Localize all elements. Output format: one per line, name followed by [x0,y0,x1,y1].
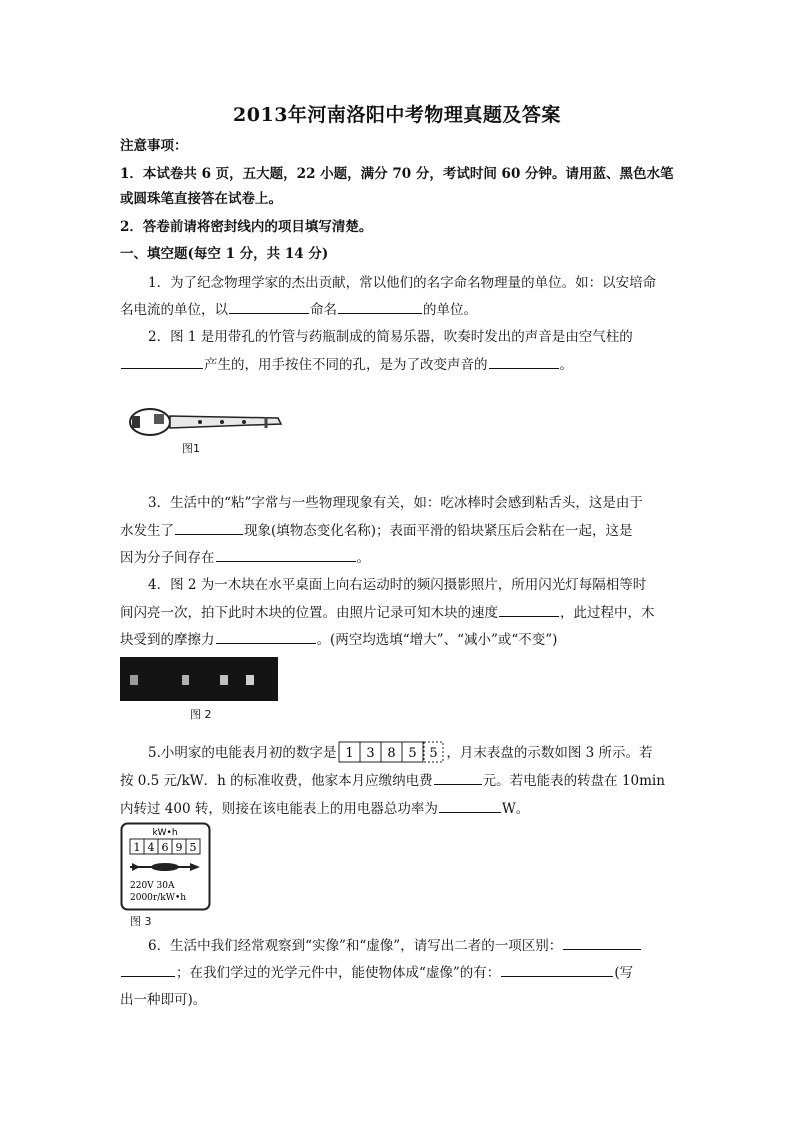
page-title: 2013年河南洛阳中考物理真题及答案 [233,104,561,126]
question-6-line: 6．生活中我们经常观察到“实像”和“虚像”，请写出二者的一项区别： [148,935,642,956]
answer-blank[interactable] [501,962,613,977]
notice-item-2: 2．答卷前请将密封线内的项目填写清楚。 [120,219,373,235]
answer-blank[interactable] [229,299,309,314]
answer-blank[interactable] [338,299,422,314]
meter-start-digit: 8 [387,746,397,761]
notice-item-1-cont: 或圆珠笔直接答在试卷上。 [120,191,282,207]
figure-3-label: 图 3 [130,915,152,928]
meter-spec-voltage: 220V 30A [130,881,175,891]
notice-heading: 注意事项： [120,138,188,154]
figure-2-label: 图 2 [190,708,212,721]
answer-blank[interactable] [489,354,559,369]
question-2-line: 产生的，用手按住不同的孔，是为了改变声音的 。 [120,354,573,375]
meter-digit: 1 [133,841,141,854]
question-4-line: 4．图 2 为一木块在水平桌面上向右运动时的频闪摄影照片，所用闪光灯每隔相等时 [148,577,647,593]
meter-digit: 9 [175,841,183,854]
answer-blank[interactable] [563,935,641,950]
meter-start-digit: 1 [345,746,355,761]
meter-start-reading [338,741,444,769]
question-3-line: 3．生活中的“粘”字常与一些物理现象有关，如：吃冰棒时会感到粘舌头，这是由于 [148,495,643,511]
section-heading: 一、填空题(每空 1 分，共 14 分) [120,246,329,262]
answer-blank[interactable] [121,962,175,977]
meter-digit: 6 [161,841,169,854]
meter-start-digit: 5 [408,746,418,761]
meter-digit: 4 [147,841,155,854]
question-3-line: 因为分子间存在 。 [120,547,370,568]
answer-blank[interactable] [121,354,203,369]
meter-spec-revolutions: 2000r/kW•h [130,893,187,903]
answer-blank[interactable] [439,798,501,813]
electricity-meter-figure [120,822,212,912]
question-2-line: 2．图 1 是用带孔的竹管与药瓶制成的简易乐器，吹奏时发出的声音是由空气柱的 [148,329,633,345]
notice-item-1: 1．本试卷共 6 页，五大题，22 小题，满分 70 分，考试时间 60 分钟。请用蓝、黑色水笔 [120,166,674,182]
flute-figure [126,400,286,440]
meter-unit-label: kW•h [152,828,178,838]
figure-1-label: 图1 [182,442,200,455]
strobe-photo-figure [120,657,278,701]
answer-blank[interactable] [216,547,356,562]
answer-blank[interactable] [434,770,482,785]
question-4-line: 间闪亮一次，拍下此时木块的位置。由照片记录可知木块的速度 ，此过程中，木 [120,602,655,623]
meter-start-digit: 3 [366,746,376,761]
question-5-line: 按 0.5 元/kW．h 的标准收费，他家本月应缴纳电费 元。若电能表的转盘在 10min [120,770,665,791]
question-3-line: 水发生了 现象(填物态变化名称)；表面平滑的铅块紧压后会粘在一起，这是 [120,520,633,541]
question-5-line: 内转过 400 转，则接在该电能表上的用电器总功率为 W。 [120,798,529,819]
question-4-line: 块受到的摩擦力 。(两空均选填“增大”、“减小”或“不变”) [120,629,557,650]
answer-blank[interactable] [175,520,243,535]
question-5-line: 5.小明家的电能表月初的数字是 1 3 8 5 5 ，月末表盘的示数如图 3 所示。若 [148,741,653,769]
meter-start-digit: 5 [429,746,439,761]
meter-digit: 5 [189,841,197,854]
answer-blank[interactable] [499,602,559,617]
question-1-line: 1．为了纪念物理学家的杰出贡献，常以他们的名字命名物理量的单位。如：以安培命 [148,275,657,291]
answer-blank[interactable] [216,629,316,644]
question-6-line: ；在我们学过的光学元件中，能使物体成“虚像”的有： (写 [120,962,633,983]
question-1-line: 名电流的单位，以 命名 的单位。 [120,299,477,320]
question-6-line: 出一种即可)。 [120,992,207,1008]
